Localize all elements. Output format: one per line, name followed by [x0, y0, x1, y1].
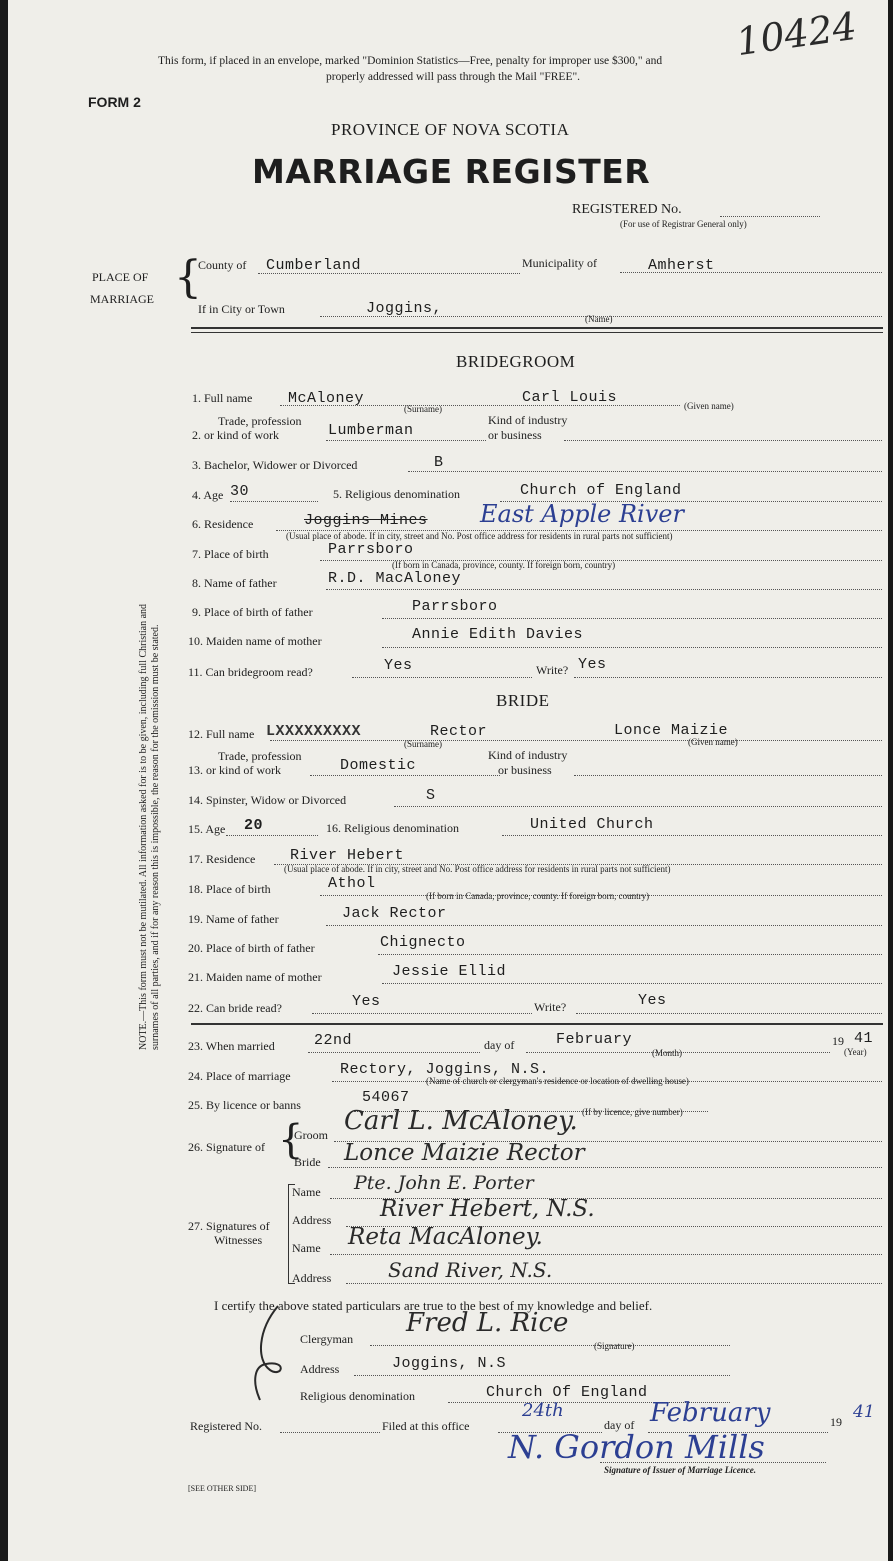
bride-residence-hint: (Usual place of abode. If in city, street and No. Post office address for residents in rural parts not sufficient)	[284, 864, 671, 874]
clergyman-signature: Fred L. Rice	[406, 1308, 569, 1338]
issuer-signature-line	[600, 1462, 826, 1463]
groom-surname-hint: (Surname)	[404, 404, 442, 414]
province-heading: PROVINCE OF NOVA SCOTIA	[331, 120, 570, 139]
filed-year: 41	[853, 1402, 875, 1422]
clergy-address: Joggins, N.S	[392, 1355, 507, 1372]
place-label-line2: MARRIAGE	[90, 292, 155, 306]
bride-industry-label-a: Kind of industry	[488, 748, 568, 762]
bride-status-label: 14. Spinster, Widow or Divorced	[188, 793, 347, 807]
bride-heading: BRIDE	[496, 691, 550, 710]
bride-trade-line	[310, 775, 500, 776]
bride-read: Yes	[352, 993, 381, 1010]
marriage-day: 22nd	[314, 1032, 353, 1049]
groom-mother-label: 10. Maiden name of mother	[188, 634, 322, 648]
groom-birthplace: Parrsboro	[328, 541, 414, 558]
clergy-address-line	[354, 1375, 730, 1376]
bride-signature-line	[328, 1167, 882, 1168]
bride-signature: Lonce Maizie Rector	[344, 1140, 585, 1166]
bride-father-birth: Chignecto	[380, 934, 466, 951]
groom-trade-line	[326, 440, 486, 441]
clergyman-label: Clergyman	[300, 1332, 354, 1346]
bride-residence-label: 17. Residence	[188, 852, 256, 866]
municipality-value: Amherst	[648, 257, 715, 274]
mail-notice-line2: properly addressed will pass through the Mail "FREE".	[326, 71, 581, 83]
licence-hint: (If by licence, give number)	[582, 1107, 683, 1117]
bride-mother-label: 21. Maiden name of mother	[188, 970, 322, 984]
bride-mother-line	[382, 983, 882, 984]
groom-residence-hint: (Usual place of abode. If in city, street and No. Post office address for residents in rural parts not sufficient)	[286, 531, 673, 541]
divider-top-thin	[191, 332, 883, 333]
witness1-name: Pte. John E. Porter	[354, 1172, 534, 1194]
marriage-place-hint: (Name of church or clergyman's residence or location of dwelling house)	[426, 1076, 689, 1086]
bride-write-label: Write?	[534, 1000, 567, 1014]
form-label: FORM 2	[88, 94, 141, 110]
groom-given-name: Carl Louis	[522, 389, 618, 406]
groom-industry-label-b: or business	[488, 428, 542, 442]
bride-birthplace: Athol	[328, 875, 376, 892]
filed-year-prefix: 19	[830, 1415, 842, 1429]
bride-trade-label-a: Trade, profession	[218, 749, 302, 763]
marriage-month: February	[556, 1031, 633, 1048]
bride-name-label: 12. Full name	[188, 727, 255, 741]
groom-father-birth-label: 9. Place of birth of father	[192, 605, 313, 619]
groom-given-hint: (Given name)	[684, 401, 734, 411]
witness2-address: Sand River, N.S.	[388, 1258, 553, 1282]
clergy-religion: Church Of England	[486, 1384, 648, 1401]
marriage-day-of-label: day of	[484, 1038, 515, 1052]
bride-age: 20	[244, 817, 264, 834]
groom-industry-line	[564, 440, 882, 441]
bride-mother: Jessie Ellid	[392, 963, 507, 980]
when-married-line	[308, 1052, 480, 1053]
groom-mother: Annie Edith Davies	[412, 626, 584, 643]
groom-mother-line	[382, 647, 882, 648]
bride-status: S	[426, 787, 436, 804]
clergyman-flourish	[248, 1300, 308, 1410]
registered-no-line	[720, 216, 820, 217]
bride-industry-line	[574, 775, 882, 776]
bride-father: Jack Rector	[342, 905, 447, 922]
bride-surname: Rector	[430, 723, 488, 740]
bride-religion-label: 16. Religious denomination	[326, 821, 459, 835]
licence-number: 54067	[362, 1089, 410, 1106]
certification-statement: I certify the above stated particulars are true to the best of my knowledge and belief.	[214, 1298, 653, 1313]
witness2-name: Reta MacAloney.	[348, 1224, 543, 1250]
bride-trade: Domestic	[340, 757, 417, 774]
groom-signature-label: Groom	[294, 1128, 328, 1142]
groom-status-line	[408, 471, 882, 472]
bride-given-name: Lonce Maizie	[614, 722, 729, 739]
groom-trade: Lumberman	[328, 422, 414, 439]
witness2-name-line	[330, 1254, 882, 1255]
marriage-year: 41	[854, 1030, 874, 1047]
groom-age-line	[230, 501, 318, 502]
groom-write: Yes	[578, 656, 607, 673]
groom-age: 30	[230, 483, 250, 500]
groom-status: B	[434, 454, 444, 471]
marriage-year-prefix: 19	[832, 1034, 844, 1048]
bride-read-line	[312, 1013, 532, 1014]
bride-status-line	[394, 806, 882, 807]
filed-day: 24th	[522, 1400, 564, 1421]
groom-residence-typed: Joggins Mines	[304, 512, 428, 529]
bride-father-birth-label: 20. Place of birth of father	[188, 941, 315, 955]
groom-trade-label-b: 2. or kind of work	[192, 428, 279, 442]
groom-father: R.D. MacAloney	[328, 570, 462, 587]
bride-name-line	[270, 740, 882, 741]
bride-father-label: 19. Name of father	[188, 912, 279, 926]
place-brace: {	[174, 252, 202, 303]
clergy-address-label: Address	[300, 1362, 340, 1376]
witnesses-label-b: Witnesses	[214, 1233, 263, 1247]
groom-religion: Church of England	[520, 482, 682, 499]
groom-read-line	[352, 677, 532, 678]
witness2-address-line	[346, 1283, 882, 1284]
groom-father-line	[326, 589, 882, 590]
filed-day-of-label: day of	[604, 1418, 635, 1432]
groom-write-label: Write?	[536, 663, 569, 677]
groom-birthplace-hint: (If born in Canada, province, county. If foreign born, country)	[392, 560, 616, 570]
bride-struck-text: LXXXXXXXXX	[266, 723, 362, 740]
issuer-label: Signature of Issuer of Marriage Licence.	[604, 1465, 757, 1475]
filing-registered-no-label: Registered No.	[190, 1419, 262, 1433]
witnesses-label-a: 27. Signatures of	[188, 1219, 270, 1233]
witness1-address-label: Address	[292, 1213, 332, 1227]
groom-signature: Carl L. McAloney.	[344, 1106, 578, 1136]
city-label: If in City or Town	[198, 302, 285, 316]
groom-residence-label: 6. Residence	[192, 517, 254, 531]
bride-trade-label-b: 13. or kind of work	[188, 763, 281, 777]
groom-read: Yes	[384, 657, 413, 674]
clergyman-signature-hint: (Signature)	[594, 1341, 635, 1351]
groom-father-label: 8. Name of father	[192, 576, 277, 590]
county-label: County of	[198, 258, 247, 272]
municipality-label: Municipality of	[522, 256, 597, 270]
city-value: Joggins,	[366, 300, 443, 317]
groom-industry-label-a: Kind of industry	[488, 413, 568, 427]
when-married-label: 23. When married	[188, 1039, 275, 1053]
groom-birthplace-label: 7. Place of birth	[192, 547, 269, 561]
bride-given-hint: (Given name)	[688, 737, 738, 747]
filed-month: February	[650, 1398, 771, 1428]
bride-religion-line	[502, 835, 882, 836]
bride-surname-hint: (Surname)	[404, 739, 442, 749]
bride-age-label: 15. Age	[188, 822, 226, 836]
bride-religion: United Church	[530, 816, 654, 833]
bride-age-line	[226, 835, 318, 836]
see-other-side: [SEE OTHER SIDE]	[188, 1484, 256, 1493]
marriage-place-label: 24. Place of marriage	[188, 1069, 291, 1083]
mail-notice-line1: This form, if placed in an envelope, marked "Dominion Statistics—Free, penalty for improper use $300," and	[158, 55, 663, 67]
filing-registered-no-line	[280, 1432, 380, 1433]
issuer-signature: N. Gordon Mills	[508, 1428, 765, 1466]
marriage-place: Rectory, Joggins, N.S.	[340, 1061, 550, 1078]
bride-father-birth-line	[378, 954, 882, 955]
witness2-address-label: Address	[292, 1271, 332, 1285]
groom-read-label: 11. Can bridegroom read?	[188, 665, 313, 679]
bride-birthplace-label: 18. Place of birth	[188, 882, 271, 896]
mutilation-note: NOTE.—This form must not be mutilated. All information asked for is to be given, including full Christian and surnames of all parties, and if for any reason this is impossible, the reason for the omission must be stated.	[138, 603, 161, 1050]
groom-father-birth-line	[382, 618, 882, 619]
clergyman-signature-line	[370, 1345, 730, 1346]
bride-birthplace-hint: (If born in Canada, province, county. If foreign born, country)	[426, 891, 650, 901]
registered-no-label: REGISTERED No.	[572, 202, 682, 217]
signature-brace: {	[278, 1117, 304, 1163]
marriage-month-hint: (Month)	[652, 1048, 682, 1058]
groom-age-label: 4. Age	[192, 488, 224, 502]
witness1-address: River Hebert, N.S.	[380, 1196, 595, 1222]
bride-write-line	[576, 1013, 882, 1014]
bride-signature-label: Bride	[294, 1155, 321, 1169]
witness2-name-label: Name	[292, 1241, 321, 1255]
groom-name-label: 1. Full name	[192, 391, 253, 405]
bride-read-label: 22. Can bride read?	[188, 1001, 282, 1015]
groom-write-line	[574, 677, 882, 678]
divider-mid	[191, 1023, 883, 1025]
page-title: MARRIAGE REGISTER	[252, 152, 651, 191]
bride-residence: River Hebert	[290, 847, 405, 864]
licence-label: 25. By licence or banns	[188, 1098, 301, 1112]
bridegroom-heading: BRIDEGROOM	[456, 352, 576, 371]
groom-residence-handwritten: East Apple River	[480, 500, 684, 528]
groom-surname: McAloney	[288, 390, 365, 407]
bride-industry-label-b: or business	[498, 763, 552, 777]
bride-write: Yes	[638, 992, 667, 1009]
marriage-year-hint: (Year)	[844, 1047, 867, 1057]
bride-father-line	[326, 925, 882, 926]
registrar-note: (For use of Registrar General only)	[620, 219, 747, 229]
city-name-hint: (Name)	[585, 314, 613, 324]
place-label-line1: PLACE OF	[92, 270, 149, 284]
groom-status-label: 3. Bachelor, Widower or Divorced	[192, 458, 358, 472]
groom-trade-label-a: Trade, profession	[218, 414, 302, 428]
divider-top	[191, 327, 883, 329]
marriage-register-form	[8, 0, 888, 1561]
file-number: 10424	[733, 3, 860, 65]
county-value: Cumberland	[266, 257, 362, 274]
groom-religion-label: 5. Religious denomination	[333, 487, 460, 501]
witness1-name-label: Name	[292, 1185, 321, 1199]
filed-label: Filed at this office	[382, 1419, 470, 1433]
clergy-religion-label: Religious denomination	[300, 1389, 415, 1403]
signature-of-label: 26. Signature of	[188, 1140, 265, 1154]
groom-father-birth: Parrsboro	[412, 598, 498, 615]
